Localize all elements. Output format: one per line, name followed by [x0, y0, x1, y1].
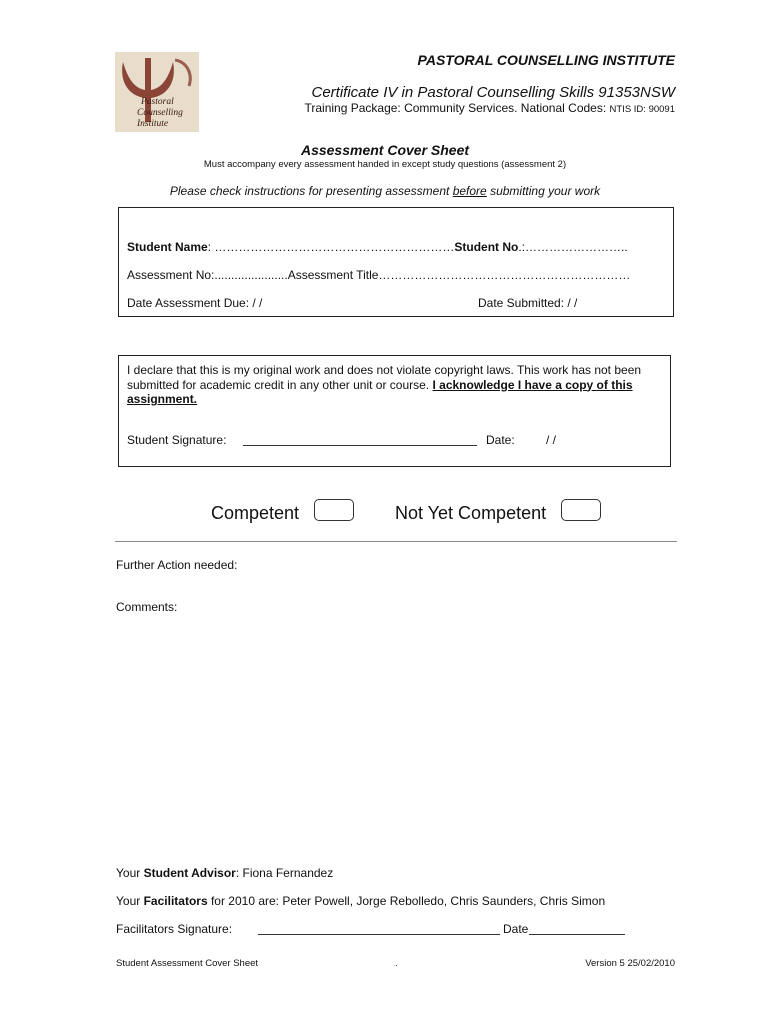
student-advisor: [116, 866, 333, 880]
acknowledgement: I acknowledge I have a copy of this assignment.: [127, 377, 633, 406]
date-submitted-field[interactable]: Date Submitted: / /: [478, 296, 578, 310]
facilitators: [116, 894, 605, 908]
instructions-suffix: submitting your work: [486, 184, 601, 198]
logo-text-line-3: Institute: [137, 119, 169, 129]
advisor-label: Student Advisor: [143, 866, 236, 880]
footer-center: .: [395, 958, 398, 969]
facilitators-date-line[interactable]: [529, 922, 625, 935]
footer-left: Student Assessment Cover Sheet: [116, 958, 259, 969]
student-name-row[interactable]: [127, 240, 628, 254]
advisor-name: : Fiona Fernandez: [235, 866, 334, 880]
declaration-box: [118, 355, 671, 467]
date-due-field[interactable]: Date Assessment Due: / /: [127, 296, 263, 310]
instructions-note: [0, 184, 770, 198]
facilitators-signature-label: Facilitators Signature:: [116, 922, 233, 936]
footer-right: Version 5 25/02/2010: [585, 958, 675, 969]
student-signature-line[interactable]: [243, 433, 477, 446]
certificate-title: Certificate IV in Pastoral Counselling Skills 91353NSW: [311, 84, 675, 101]
competent-checkbox[interactable]: [314, 499, 354, 521]
declaration-text: [127, 363, 657, 407]
student-signature-label: Student Signature:: [127, 433, 227, 447]
further-action-label: Further Action needed:: [116, 558, 238, 572]
institute-logo: [115, 52, 199, 132]
institute-name: PASTORAL COUNSELLING INSTITUTE: [417, 52, 675, 68]
training-package: [304, 101, 675, 115]
advisor-prefix: Your: [116, 866, 144, 880]
ntis-id: NTIS ID: 90091: [609, 104, 675, 115]
assessment-no-row[interactable]: Assessment No:......................Assessment Title………………………………………………………: [127, 268, 631, 282]
student-name-field[interactable]: : ……………………………………………………: [207, 240, 455, 254]
training-package-text: Training Package: Community Services. National Codes:: [304, 101, 607, 115]
facilitators-label: Facilitators: [143, 894, 208, 908]
declaration-body: I declare that this is my original work and does not violate copyright laws. This work has not been submitted for academic credit in any other unit or course.: [127, 363, 642, 392]
logo-text-line-2: Counselling: [137, 108, 183, 118]
declaration-date-label: Date:: [486, 433, 515, 447]
page-subtitle: Must accompany every assessment handed in except study questions (assessment 2): [203, 159, 567, 170]
divider: [115, 541, 677, 542]
instructions-emph: before: [452, 184, 487, 198]
facilitators-prefix: Your: [116, 894, 144, 908]
instructions-prefix: Please check instructions for presenting assessment: [169, 184, 453, 198]
student-name-label: Student Name: [127, 240, 208, 254]
student-no-label: Student No: [454, 240, 519, 254]
declaration-date-field[interactable]: / /: [546, 433, 557, 447]
student-details-box: [118, 207, 674, 317]
logo-text-line-1: Pastoral: [141, 97, 174, 107]
facilitators-signature-line[interactable]: [258, 922, 500, 935]
student-no-field[interactable]: .:……………………..: [518, 240, 628, 254]
facilitators-date-label: Date: [503, 922, 529, 936]
facilitators-names: for 2010 are: Peter Powell, Jorge Rebolledo, Chris Saunders, Chris Simon: [207, 894, 606, 908]
competent-label: Competent: [211, 503, 300, 523]
comments-label: Comments:: [116, 600, 178, 614]
page-title: Assessment Cover Sheet: [300, 142, 470, 158]
not-yet-competent-label: Not Yet Competent: [395, 503, 547, 523]
not-yet-competent-checkbox[interactable]: [561, 499, 601, 521]
